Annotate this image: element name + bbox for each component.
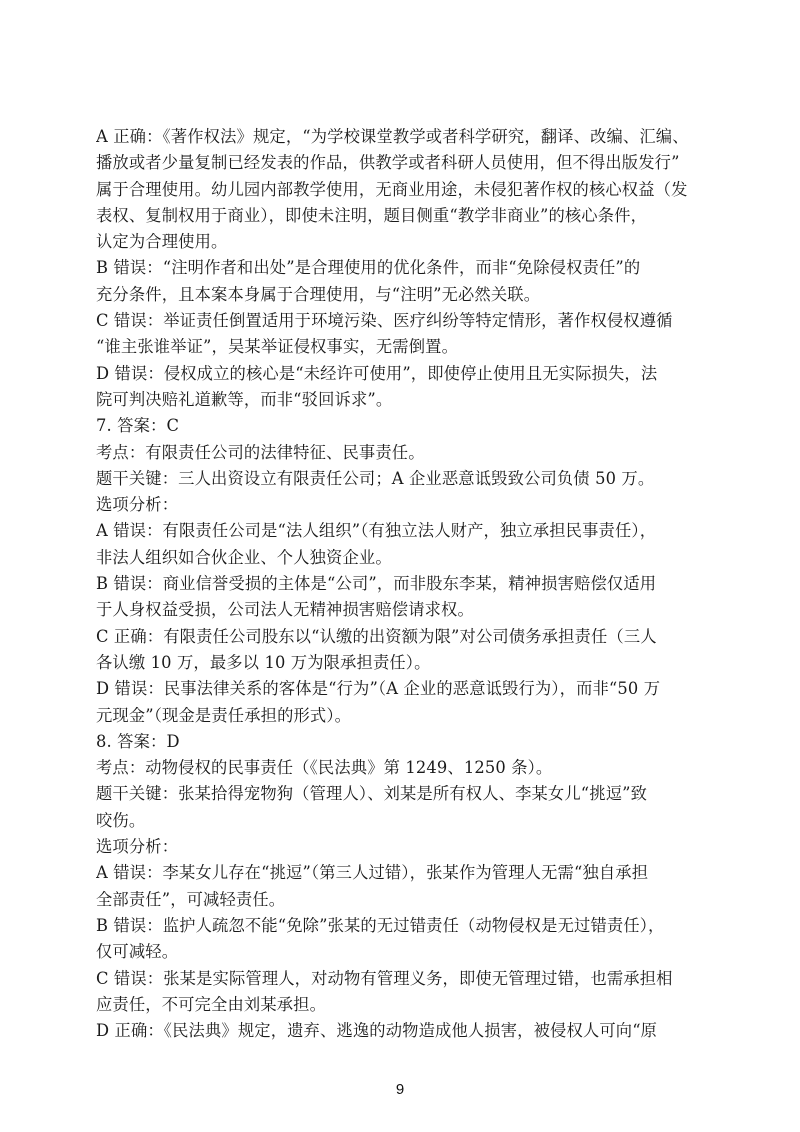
text-line-3: 属于合理使用。幼儿园内部教学使用，无商业用途，未侵犯著作权的核心权益（发: [96, 179, 688, 199]
text-line-14: 题干关键：三人出资设立有限责任公司；A 企业恶意诋毁致公司负债 50 万。: [96, 468, 655, 488]
text-line-12: 7. 答案：C: [96, 416, 180, 436]
text-line-4: 表权、复制权用于商业），即使未注明，题目侧重“教学非商业”的核心条件，: [96, 205, 648, 225]
text-line-21: 各认缴 10 万，最多以 10 万为限承担责任）。: [96, 652, 431, 672]
text-line-22: D 错误：民事法律关系的客体是“行为”（A 企业的恶意诋毁行为），而非“50 万: [96, 679, 661, 699]
text-line-24: 8. 答案：D: [96, 731, 180, 751]
text-line-19: 于人身权益受损，公司法人无精神损害赔偿请求权。: [96, 600, 474, 620]
document-body: [96, 124, 708, 1044]
page-number: 9: [395, 1081, 405, 1098]
text-line-34: 应责任，不可完全由刘某承担。: [96, 994, 327, 1014]
text-line-10: D 错误：侵权成立的核心是“未经许可使用”，即使停止使用且无实际损失，法: [96, 363, 658, 383]
text-line-30: 全部责任”，可减轻责任。: [96, 889, 286, 909]
text-line-7: 充分条件，且本案本身属于合理使用，与“注明”无必然关联。: [96, 284, 541, 304]
text-line-29: A 错误：李某女儿存在“挑逗”（第三人过错），张某作为管理人无需“独自承担: [96, 863, 649, 883]
text-line-27: 咬伤。: [96, 810, 146, 830]
text-line-20: C 正确：有限责任公司股东以“认缴的出资额为限”对公司债务承担责任（三人: [96, 626, 657, 646]
text-line-9: “谁主张谁举证”，吴某举证侵权事实，无需倒置。: [96, 337, 459, 357]
text-line-31: B 错误：监护人疏忽不能“免除”张某的无过错责任（动物侵权是无过错责任），: [96, 915, 665, 935]
text-line-5: 认定为合理使用。: [96, 232, 228, 252]
text-line-8: C 错误：举证责任倒置适用于环境污染、医疗纠纷等特定情形，著作权侵权遵循: [96, 311, 673, 331]
text-line-18: B 错误：商业信誉受损的主体是“公司”，而非股东李某，精神损害赔偿仅适用: [96, 574, 657, 594]
text-line-25: 考点：动物侵权的民事责任（《民法典》第 1249、1250 条）。: [96, 758, 553, 778]
text-line-1: A 正确：《著作权法》规定，“为学校课堂教学或者科学研究，翻译、改编、汇编、: [96, 127, 689, 146]
text-line-35: D 正确：《民法典》规定，遗弃、逃逸的动物造成他人损害，被侵权人可向“原: [96, 1021, 658, 1041]
text-line-6: B 错误：“注明作者和出处”是合理使用的优化条件，而非“免除侵权责任”的: [96, 258, 641, 278]
text-line-17: 非法人组织如合伙企业、个人独资企业。: [96, 547, 392, 567]
text-line-32: 仅可减轻。: [96, 942, 179, 962]
text-line-11: 院可判决赔礼道歉等，而非“驳回诉求”。: [96, 389, 393, 409]
text-line-28: 选项分析：: [96, 837, 179, 857]
text-line-16: A 错误：有限责任公司是“法人组织”（有独立法人财产，独立承担民事责任），: [96, 521, 657, 541]
text-line-15: 选项分析：: [96, 495, 179, 515]
text-line-26: 题干关键：张某拾得宠物狗（管理人）、刘某是所有权人、李某女儿“挑逗”致: [96, 784, 648, 804]
text-line-2: 播放或者少量复制已经发表的作品，供教学或者科研人员使用，但不得出版发行”: [96, 153, 680, 173]
text-line-33: C 错误：张某是实际管理人，对动物有管理义务，即使无管理过错，也需承担相: [96, 968, 673, 988]
text-line-13: 考点：有限责任公司的法律特征、民事责任。: [96, 442, 425, 462]
text-line-23: 元现金”（现金是责任承担的形式）。: [96, 705, 352, 725]
